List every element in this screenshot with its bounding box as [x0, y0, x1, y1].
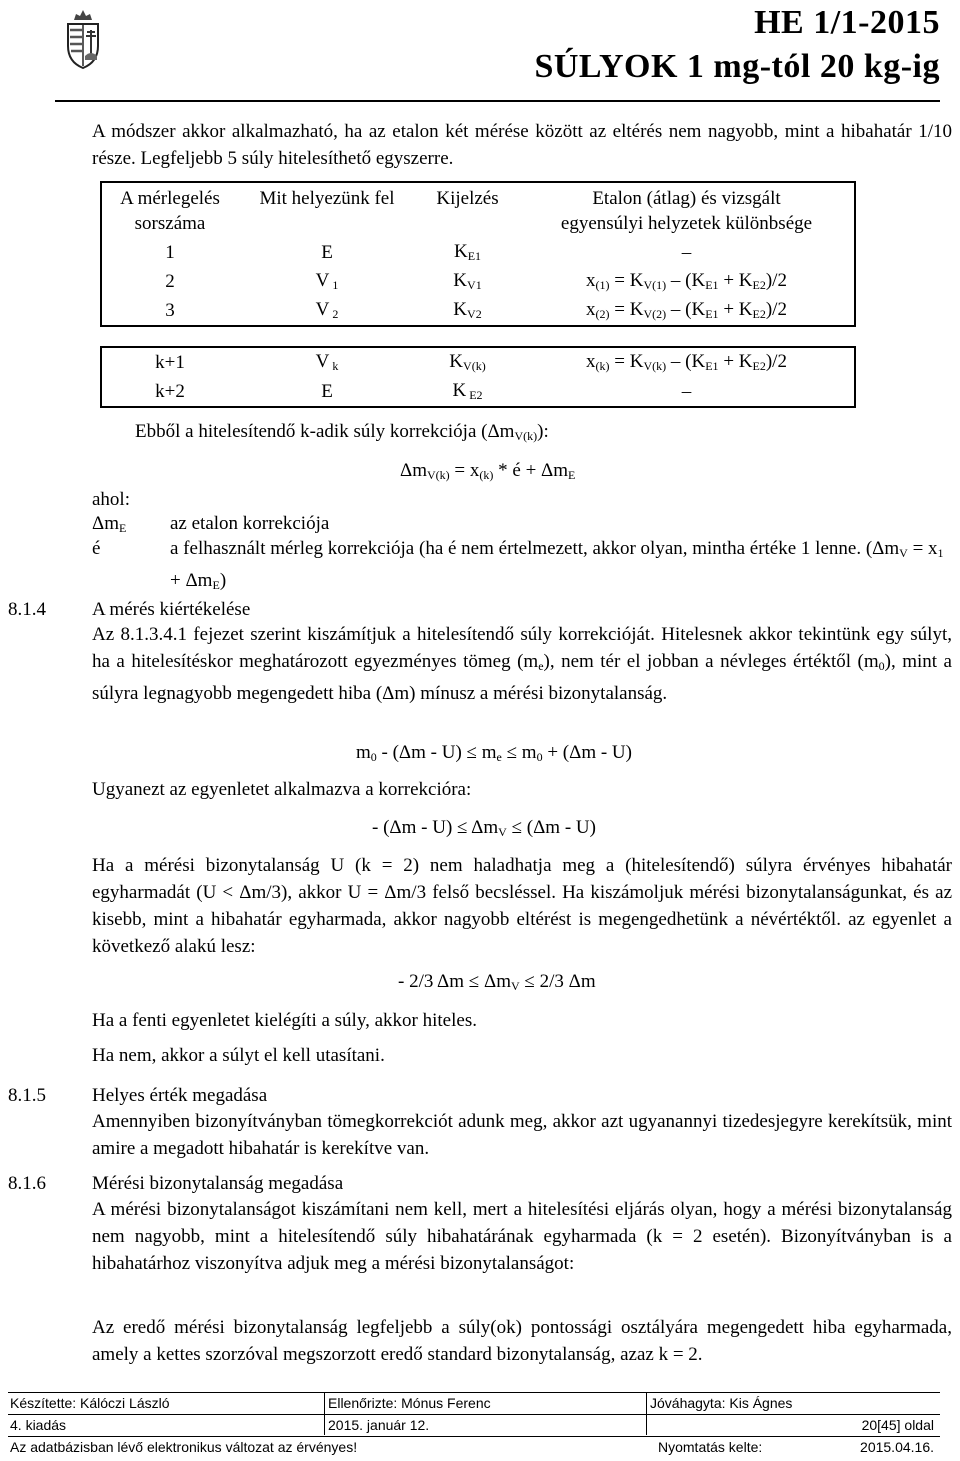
footer-print-date: 2015.04.16. — [860, 1439, 934, 1455]
correction-intro: Ebből a hitelesítendő k-adik súly korrekciója $(\Delta m_{V(k)})$: — [135, 421, 549, 443]
section-paragraph: Az 8.1.3.4.1 fejezet szerint kiszámítjuk a hitelesítendő súly korrekcióját. Hitelesnek akkor tekintünk egy súlyt, ha a hitelesítéskor meghatározott egyezményes tömeg $(m_e)$, nem tér el jobban a névleges értéktől $(m_0)$, mint a súlyra legnagyobb megengedett hiba (Δm) mínusz a mérési bizonytalanság. — [92, 624, 952, 704]
footer-print-label: Nyomtatás kelte: — [658, 1439, 763, 1455]
section-paragraph: Amennyiben bizonyítványban tömegkorrekciót adunk meg, akkor azt ugyanannyi tizedesjegyre kerekítsük, mint amire a megadott hibahatár is kerekítve van. — [92, 1111, 952, 1159]
footer-checker: Ellenőrizte: Mónus Ferenc — [328, 1395, 491, 1411]
dme-symbol: $\Delta m_E$ — [92, 513, 127, 535]
section-paragraph: A mérési bizonytalanságot kiszámítani nem kell, mert a hitelesítési eljárás olyan, hogy a mérési bizonytalanság nem nagyobb, mint a hitelesítendő súly hibahatárának egyharmada (k = 2 esetén). Bizonyítványban is a hibahatárhoz viszonyítva adjuk meg a mérési bizonytalanságot: — [92, 1199, 952, 1274]
footer-validity: Az adatbázisban lévő elektronikus változat az érvényes! — [10, 1439, 358, 1455]
footer-edition: 4. kiadás — [10, 1417, 67, 1433]
table-row: 1 E $K_{E1}$ – — [165, 241, 692, 263]
table-header: Etalon (átlag) és vizsgált egyensúlyi helyzetek különbsége — [560, 187, 813, 234]
header-divider — [55, 100, 940, 102]
e-description: a felhasznált mérleg korrekciója (ha é nem értelmezett, akkor olyan, mintha értéke 1 lenne. $(\Delta m_V = x_1 + \Delta m_E)$ — [170, 538, 944, 592]
section-number: 8.1.5 — [8, 1085, 46, 1106]
footer-approver: Jóváhagyta: Kis Ágnes — [650, 1395, 793, 1411]
document-title: SÚLYOK 1 mg-tól 20 kg-ig — [534, 48, 940, 85]
footer-date: 2015. január 12. — [328, 1417, 430, 1433]
table-header: A mérlegelés sorszáma — [120, 187, 220, 234]
coat-of-arms-icon — [62, 6, 104, 70]
intro-paragraph: A módszer akkor alkalmazható, ha az etalon két mérése között az eltérés nem nagyobb, mint a hibahatár 1/10 része. Legfeljebb 5 súly hitelesíthető egyszerre. — [92, 121, 952, 169]
section-title: Helyes érték megadása — [92, 1085, 268, 1106]
section-title: Mérési bizonytalanság megadása — [92, 1173, 344, 1194]
formula-extended: - 2/3 $\Delta m \le \Delta m_V \le 2/3$ Δm — [398, 971, 596, 993]
dme-description: az etalon korrekciója — [170, 513, 330, 534]
document-code: HE 1/1-2015 — [754, 4, 940, 41]
table-header: Kijelzés — [436, 188, 499, 209]
weighing-table-bottom — [100, 346, 856, 408]
footer-author: Készítette: Kálóczi László — [10, 1395, 170, 1411]
section-number: 8.1.6 — [8, 1173, 46, 1194]
formula-correction: $\Delta m_{V(k)} = x_{(k)}$ * é + $\Delta m_E$ — [400, 460, 576, 482]
table-row: k+2 E K $_{E2}$ – — [155, 380, 692, 402]
weighing-table-top — [100, 181, 856, 327]
paragraph: Ha a fenti egyenletet kielégíti a súly, akkor hiteles. — [92, 1010, 477, 1031]
section-number: 8.1.4 — [8, 599, 46, 620]
section-title: A mérés kiértékelése — [92, 599, 251, 620]
ahol-label: ahol: — [92, 489, 130, 510]
table-row: 3 V $_2$ $K_{V2}$ $x_{(2)} = K_{V(2)} - (K_{E1} + K_{E2})/2$ — [165, 299, 787, 321]
table-header: Mit helyezünk fel — [259, 188, 395, 209]
table-row: 2 V $_1$ $K_{V1}$ $x_{(1)} = K_{V(1)} - (K_{E1} + K_{E2})/2$ — [165, 270, 787, 292]
section-paragraph: Az eredő mérési bizonytalanság legfeljebb a súly(ok) pontossági osztályára megengedett hiba egyharmada, amely a kettes szorzóval megszorzott eredő standard bizonytalanság, azaz k = 2. — [92, 1317, 952, 1365]
footer — [8, 1392, 940, 1461]
formula-limits: $m_0 - (\Delta m - U) \le m_e \le m_0 + (\Delta m - U)$ — [356, 742, 632, 764]
paragraph: Ha a mérési bizonytalanság U (k = 2) nem haladhatja meg a (hitelesítendő) súlyra érvényes hibahatár egyharmadát (U < Δm/3), akkor U = Δm/3 felső becsléssel. Ha kiszámoljuk mérési bizonytalanságunkat, és az kisebb, mint a hibahatár egyharmada, akkor nagyobb eltérést is megengedhetünk a névértéktől. az egyenlet a következő alakú lesz: — [92, 855, 952, 957]
formula-correction-limits: - $(\Delta m - U) \le \Delta m_V \le (\Delta m - U)$ — [372, 817, 596, 839]
footer-page: 20[45] oldal — [861, 1417, 934, 1433]
e-symbol: é — [92, 538, 101, 559]
paragraph: Ugyanezt az egyenletet alkalmazva a korrekcióra: — [92, 779, 472, 800]
table-header-row — [101, 182, 855, 238]
table-row: k+1 V $_k$ $K_{V(k)}$ $x_{(k)} = K_{V(k)} - (K_{E1} + K_{E2})/2$ — [155, 351, 787, 373]
paragraph: Ha nem, akkor a súlyt el kell utasítani. — [92, 1045, 385, 1066]
